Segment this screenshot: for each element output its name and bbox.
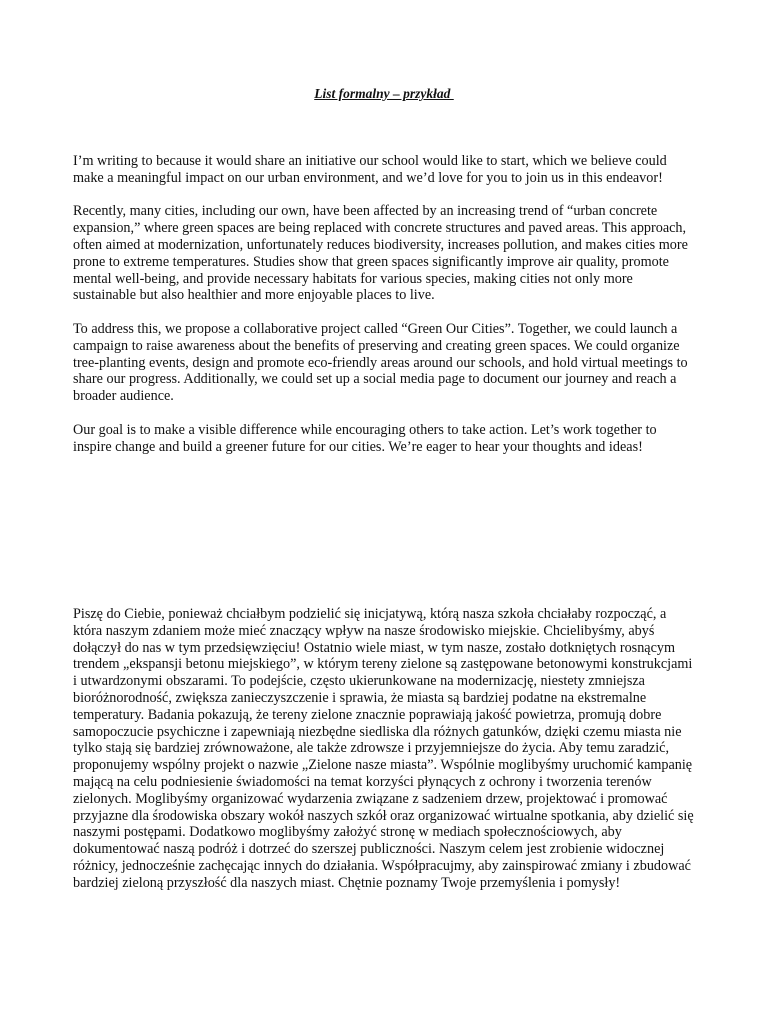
polish-letter [73, 606, 697, 908]
english-paragraph-1: I’m writing to because it would share an initiative our school would like to start, which we believe could make a meaningful impact on our urban environment, and we’d love for you to join us in this endeavor! [73, 153, 667, 186]
english-paragraph-2: Recently, many cities, including our own, have been affected by an increasing trend of “urban concrete expansion,” where green spaces are being replaced with concrete structures and paved areas. This approach, often aimed at modernization, unfortunately reduces biodiversity, increases pollution, and makes cities more prone to extreme temperatures. Studies show that green spaces significantly improve air quality, promote mental well-being, and provide necessary habitats for various species, making cities not only more sustainable but also healthier and more enjoyable places to live. [73, 203, 688, 304]
english-paragraph-3: To address this, we propose a collaborative project called “Green Our Cities”. Together, we could launch a campaign to raise awareness about the benefits of preserving and creating green spaces. We could organize tree-planting events, design and promote eco-friendly areas around our schools, and hold virtual meetings to share our progress. Additionally, we could set up a social media page to document our journey and reach a broader audience. [73, 320, 688, 405]
document-title: List formalny – przykład [314, 86, 454, 101]
english-letter [73, 153, 697, 472]
english-paragraph-4: Our goal is to make a visible difference while encouraging others to take action. Let’s work together to inspire change and build a greener future for our cities. We’re eager to hear your thoughts and ideas! [73, 421, 657, 455]
polish-paragraph: Piszę do Ciebie, ponieważ chciałbym podzielić się inicjatywą, którą nasza szkoła chciałaby rozpocząć, a która naszym zdaniem może mieć znaczący wpływ na nasze środowisko miejskie. Chcielibyśmy, abyś dołączył do nas w tym przedsięwzięciu! Ostatnio wiele miast, w tym nasze, zostało dotkniętych rosnącym trendem „ekspansji betonu miejskiego”, w którym tereny zielone są zastępowane betonowymi konstrukcjami i utwardzonymi obszarami. To podejście, często ukierunkowane na modernizację, niestety zmniejsza bioróżnorodność, zwiększa zanieczyszczenie i sprawia, że miasta są bardziej podatne na ekstremalne temperatury. Badania pokazują, że tereny zielone znacznie poprawiają jakość powietrza, promują dobre samopoczucie psychiczne i zapewniają niezbędne siedliska dla różnych gatunków, dzięki czemu miasta nie tylko stają się bardziej zrównoważone, ale także zdrowsze i przyjemniejsze do życia. Aby temu zaradzić, proponujemy wspólny projekt o nazwie „Zielone nasze miasta”. Wspólnie moglibyśmy uruchomić kampanię mającą na celu podniesienie świadomości na temat korzyści płynących z ochrony i tworzenia terenów zielonych. Moglibyśmy organizować wydarzenia związane z sadzeniem drzew, projektować i promować przyjazne dla środowiska obszary wokół naszych szkół oraz organizować wirtualne spotkania, aby dzielić się naszymi postępami. Dodatkowo moglibyśmy założyć stronę w mediach społecznościowych, aby dokumentować naszą podróż i dotrzeć do szerszej publiczności. Naszym celem jest zrobienie widocznej różnicy, jednocześnie zachęcając innych do działania. Współpracujmy, aby zainspirować zmiany i zbudować bardziej zieloną przyszłość dla naszych miast. Chętnie poznamy Twoje przemyślenia i pomysły! [73, 606, 694, 891]
